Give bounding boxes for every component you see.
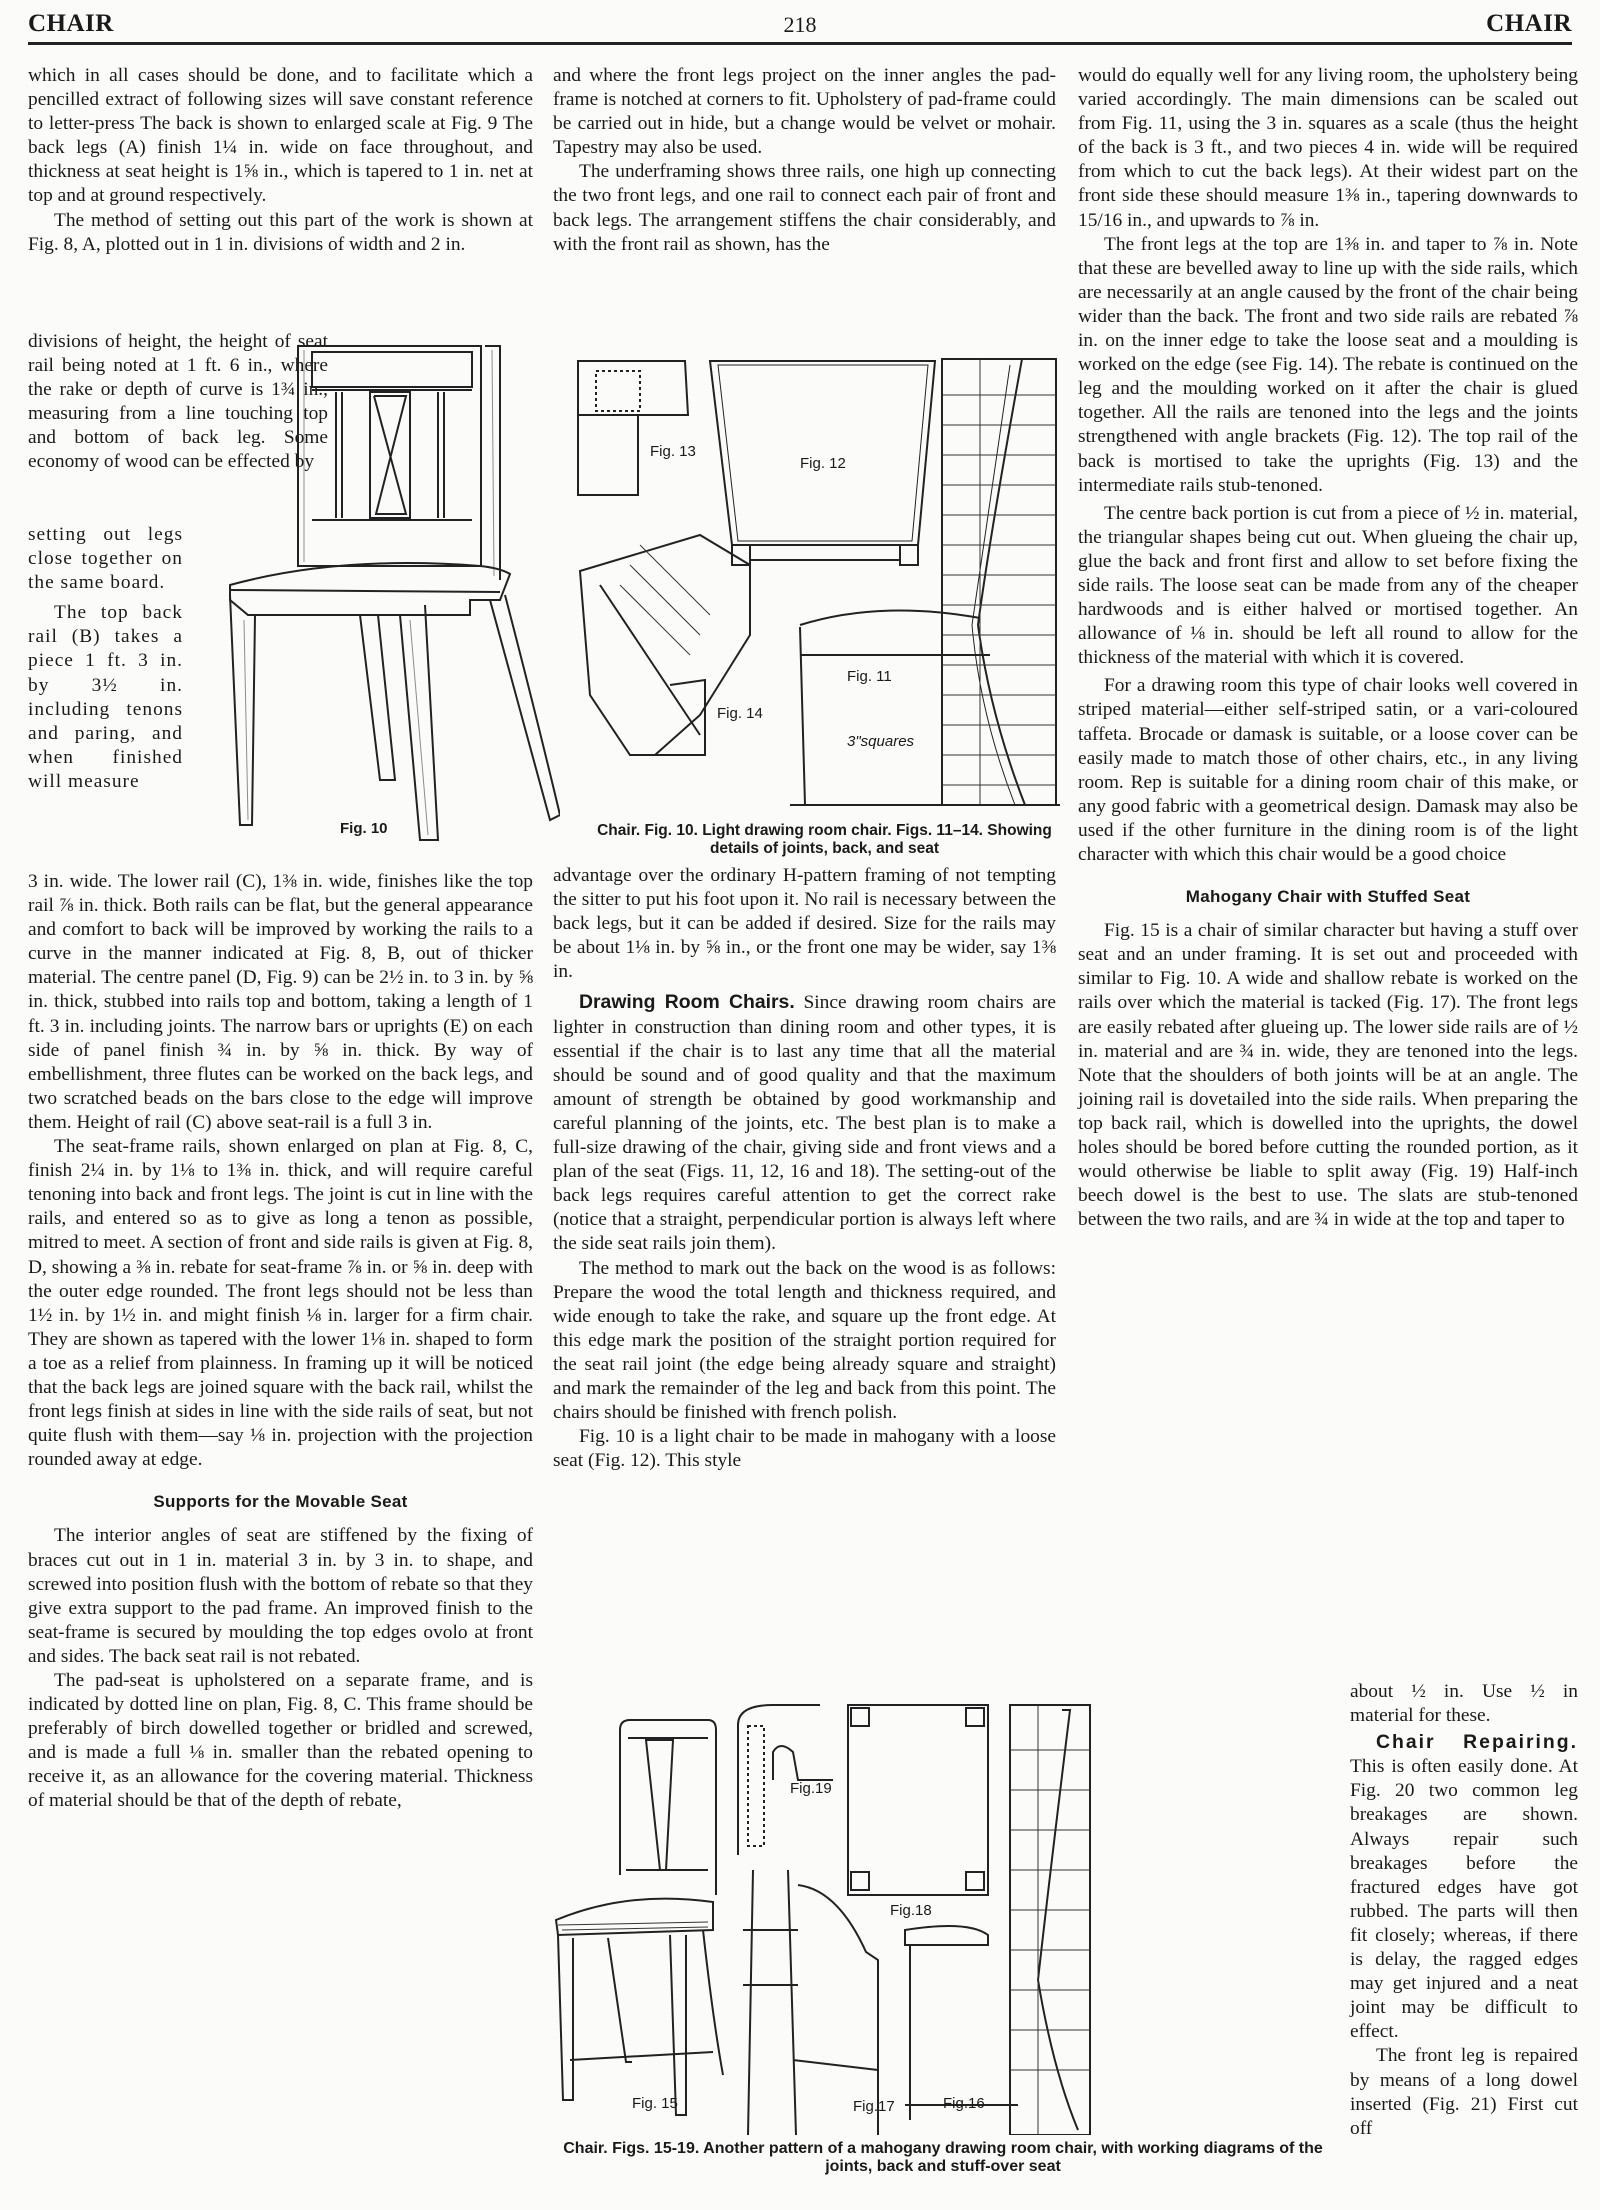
- header-title-right: CHAIR: [1486, 10, 1572, 37]
- figures-15-19: [548, 1690, 1338, 2135]
- joint-diagrams-icon: [560, 335, 1080, 815]
- paragraph: advantage over the ordinary H-pattern framing of not tempting the sitter to put his foot upon it. No rail is necessary between the back legs, but it can be added if desired. Size for the rails may be about 1⅛ in. by ⅝ in., or the front one may be wider, say 1⅜ in.: [553, 865, 1056, 983]
- figure-label: Fig.16: [943, 2095, 985, 2112]
- paragraph: [553, 990, 1056, 1256]
- page-number: 218: [783, 12, 817, 37]
- figure-label: Fig. 15: [632, 2095, 678, 2112]
- paragraph: The centre back portion is cut from a piece of ½ in. material, the triangular shapes being cut out. When glueing the chair up, glue the back and front first and allow to set before fixing the side rails. The loose seat can be made from any of the cheaper hardwoods and is either halved or mortised together. An allowance of ⅛ in. should be left all round to allow for the thickness of the material with which it is covered.: [1078, 502, 1578, 669]
- paragraph-text: Since drawing room chairs are lighter in construction than dining room and other types, it is essential if the chair is to last any time that all the material should be sound and of good quality and that the maximum amount of strength be obtained by good workmanship and careful planning of the joints, etc. The best plan is to make a full-size drawing of the chair, giving side and front views and a plan of the seat (Figs. 11, 12, 16 and 18). The setting-out of the back legs requires careful attention to get the correct rake (notice that a straight, perpendicular portion is always left where the side seat rails join them).: [553, 992, 1056, 1255]
- header-title-left: CHAIR: [28, 10, 114, 37]
- run-in-heading: Chair Repairing.: [1376, 1731, 1578, 1754]
- scale-note: 3"squares: [847, 733, 915, 750]
- section-heading: Supports for the Movable Seat: [153, 1492, 408, 1512]
- chair-joint-diagrams-icon: [548, 1690, 1338, 2135]
- paragraph: For a drawing room this type of chair looks well covered in striped material—either self-striped satin, or a vari-coloured taffeta. Brocade or damask is suitable, or a loose cover can be easily made to match those of other chairs, etc., in any living room. Rep is suitable for a dining room chair of this make, or any good fabric with a geometrical design. Damask may also be used if the other furniture in the dining room is of the light character with which this chair would be a good choice: [1078, 675, 1578, 865]
- paragraph: The front leg is repaired by means of a long dowel inserted (Fig. 21) First cut off: [1350, 2045, 1578, 2139]
- paragraph: The front legs at the top are 1⅜ in. and taper to ⅞ in. Note that these are bevelled away to line up with the side rails, which are necessarily at an angle caused by the front of the chair being wider than the back. The front and two side rails are rebated ⅞ in. on the inner edge to take the loose seat and a moulding is worked on the edge (see Fig. 14). The rebate is continued on the leg and the moulding worked on it after the chair is glued together. All the rails are tenoned into the legs and the joints strengthened with angle brackets (Fig. 12). The top rail of the back is mortised to take the uprights (Fig. 13) and the intermediate rails stub-tenoned.: [1078, 233, 1578, 496]
- column-3: [1078, 64, 1578, 1232]
- paragraph: 3 in. wide. The lower rail (C), 1⅜ in. wide, finishes like the top rail ⅞ in. thick. Both rails can be flat, but the general appearance and comfort to back will be improved by working the rails to a curve in the manner indicated at Fig. 8, B, out of thicker material. The centre panel (D, Fig. 9) can be 2½ in. to 3 in. by ⅝ in. thick, stubbed into rails top and bottom, taking a length of 1 ft. 3 in. including joints. The narrow bars or uprights (E) on each side of panel finish ¾ in. by ⅝ in. thick. By way of embellishment, three flutes can be worked on the back legs, and two scratched beads on the bars close to the edge will improve them. Height of rail (C) above seat-rail is a full 3 in.: [28, 871, 533, 1133]
- chair-illustration-icon: [200, 330, 560, 870]
- paragraph: Fig. 10 is a light chair to be made in mahogany with a loose seat (Fig. 12). This style: [553, 1426, 1056, 1472]
- figure-label: Fig.17: [853, 2098, 895, 2115]
- column-1: [28, 64, 533, 257]
- paragraph: about ½ in. Use ½ in material for these.: [1350, 1681, 1578, 1727]
- paragraph: Fig. 15 is a chair of similar character but having a stuff over seat and an under framing. It is set out and proceeded with similar to Fig. 10. A wide and shallow rebate is worked on the rails over which the material is tacked (Fig. 17). The front legs are easily rebated after glueing up. The lower side rails are of ½ in. material and are ¾ in. wide, they are tenoned into the legs. Note that the shoulders of both joints will be at an angle. The joining rail is dovetailed into the side rails. When preparing the top back rail, which is dowelled into the uprights, the dowel holes should be bored before cutting the rounded portion, as it would otherwise be liable to split away (Fig. 19) Half-inch beech dowel is the best to use. The slats are stub-tenoned between the two rails, and are ¾ in wide at the top and taper to: [1078, 920, 1578, 1231]
- paragraph: The interior angles of seat are stiffened by the fixing of braces cut out in 1 in. material 3 in. by 3 in. to shape, and screwed into position flush with the bottom of rebate so that they give extra support to the pad frame. An improved finish to the seat-frame is secured by moulding the top edges ovolo at front and sides. The back seat rail is not rebated.: [28, 1525, 533, 1667]
- figure-label: Fig. 14: [717, 705, 763, 722]
- figure-caption: Chair. Figs. 15-19. Another pattern of a mahogany drawing room chair, with working diagrams of the joints, back and stuff-over seat: [563, 2140, 1323, 2175]
- paragraph: and where the front legs project on the inner angles the pad-frame is notched at corners to fit. Upholstery of pad-frame could be carried out in hide, but a change would be velvet or mohair. Tapestry may also be used.: [553, 65, 1056, 159]
- paragraph: The method to mark out the back on the wood is as follows: Prepare the wood the total length and thickness required, and wide enough to take the rake, and square up the front edge. At this edge mark the position of the straight portion required for the seat rail joint (the edge being already square and straight) and mark the remainder of the leg and back from this point. The chairs should be finished with french polish.: [553, 1257, 1056, 1424]
- paragraph-text: This is often easily done. At Fig. 20 two common leg breakages are shown. Always repair such breakages before the fractured edges have got rubbed. The parts will then fit closely; whereas, if there is delay, the ragged edges may get injured and a neat joint may be difficult to effect.: [1350, 1756, 1578, 2043]
- figure-caption: Chair. Fig. 10. Light drawing room chair. Figs. 11–14. Showing details of joints, back, and seat: [597, 822, 1052, 857]
- column-2-lower: [553, 822, 1056, 1473]
- figure-10-chair: [200, 330, 560, 870]
- paragraph: The underframing shows three rails, one high up connecting the two front legs, and one rail to connect each pair of front and back legs. The arrangement stiffens the chair considerably, and with the front rail as shown, has the: [553, 161, 1056, 255]
- paragraph: which in all cases should be done, and to facilitate which a pencilled extract of following sizes will save constant reference to letter-press The back is shown to enlarged scale at Fig. 9 The back legs (A) finish 1¼ in. wide on face throughout, and thickness at seat height is 1⅝ in., which is tapered to 1 in. net at top and at ground respectively.: [28, 65, 533, 207]
- column-1-wrap-b: [28, 523, 183, 794]
- paragraph: The pad-seat is upholstered on a separate frame, and is indicated by dotted line on plan, Fig. 8, C. This frame should be preferably of birch dowelled together or bridled and screwed, and is made a full ⅛ in. smaller than the rebated opening to receive it, as an allowance for the covering material. Thickness of material should be that of the depth of rebate,: [28, 1670, 533, 1812]
- figure-label: Fig. 13: [650, 443, 696, 460]
- figure-label: Fig. 11: [847, 668, 892, 685]
- section-heading: Mahogany Chair with Stuffed Seat: [1185, 887, 1471, 907]
- paragraph: setting out legs close together on the same board.: [28, 524, 183, 594]
- figures-11-14: [560, 335, 1080, 815]
- paragraph: divisions of height, the height of seat rail being noted at 1 ft. 6 in., where the rake or depth of curve is 1¾ in., measuring from a line touching top and bottom of back leg. Some economy of wood can be effected by: [28, 331, 328, 473]
- column-3-wrap: [1350, 1680, 1578, 2141]
- running-header: [28, 6, 1572, 45]
- figure-label: Fig.18: [890, 1902, 932, 1919]
- paragraph: would do equally well for any living room, the upholstery being varied accordingly. The main dimensions can be scaled out from Fig. 11, using the 3 in. squares as a scale (thus the height of the back is 3 ft., and two pieces 4 in. wide will be required from which to cut the back legs). At their widest part on the front side these should measure 1⅜ in., tapering downwards to 15/16 in., and upwards to ⅞ in.: [1078, 65, 1578, 231]
- paragraph: The seat-frame rails, shown enlarged on plan at Fig. 8, C, finish 2¼ in. by 1⅛ to 1⅜ in. thick, and will require careful tenoning into back and front legs. The joint is cut in line with the rails, and entered so as to give as long a tenon as possible, mitred to meet. A section of front and side rails is given at Fig. 8, D, showing a ⅜ in. rebate for seat-frame ⅞ in. or ⅝ in. deep with the outer edge rounded. The front legs should not be less than 1½ in. by 1½ in. and might finish ⅛ in. larger for a firm chair. They are shown as tapered with the lower 1⅛ in. shaped to form a toe as a relief from plainness. In framing up it will be noticed that the back legs are joined square with the back rail, whilst the front legs finish at sides in line with the side rails of seat, but not quite flush with them—say ⅛ in. projection with the projection rounded away at edge.: [28, 1136, 533, 1471]
- column-1-lower: [28, 870, 533, 1814]
- paragraph: [1350, 1730, 1578, 2044]
- paragraph: The method of setting out this part of the work is shown at Fig. 8, A, plotted out in 1 in. divisions of width and 2 in.: [28, 209, 533, 255]
- figure-label: Fig.19: [790, 1780, 832, 1797]
- figure-label: Fig. 12: [800, 455, 846, 472]
- column-2: [553, 64, 1056, 257]
- run-in-heading: Drawing Room Chairs.: [579, 991, 795, 1014]
- figure-label: Fig. 10: [340, 820, 388, 837]
- paragraph: The top back rail (B) takes a piece 1 ft. 3 in. by 3½ in. including tenons and paring, and when finished will measure: [28, 602, 183, 792]
